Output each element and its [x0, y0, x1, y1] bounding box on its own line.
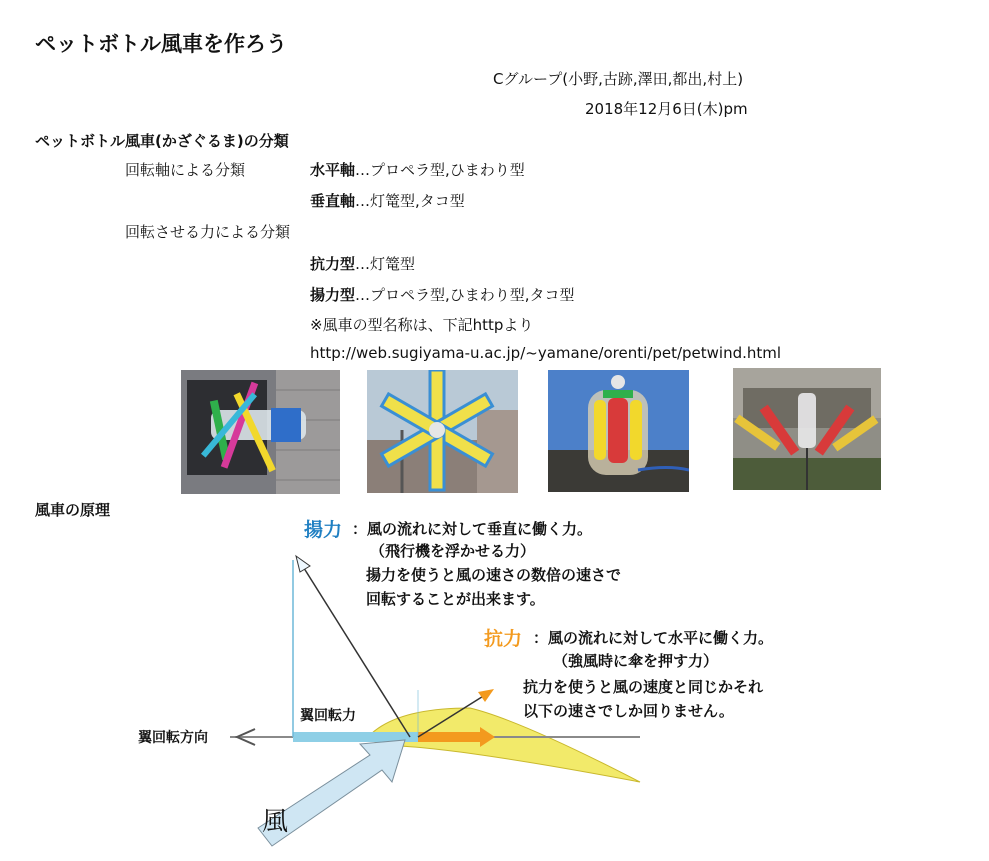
photo-octopus-windmill — [733, 368, 881, 490]
lift-type-row — [310, 284, 575, 305]
drag-line-1: ：風の流れに対して水平に働く力。 — [533, 629, 774, 647]
axis-classification-label: 回転軸による分類 — [125, 161, 246, 179]
vertical-axis-value: …灯篭型,タコ型 — [355, 192, 465, 210]
windmill-principle-diagram — [0, 510, 989, 861]
source-url[interactable]: http://web.sugiyama-u.ac.jp/~yamane/orenti/pet/petwind.html — [310, 344, 782, 362]
lift-line-2: （飛行機を浮かせる力） — [370, 542, 536, 560]
drag-title: 抗力 — [484, 628, 523, 650]
blade-force-label: 翼回転力 — [300, 708, 356, 724]
lift-line-1: ：風の流れに対して垂直に働く力。 — [352, 520, 593, 538]
page-title: ペットボトル風車を作ろう — [35, 32, 287, 56]
drag-line-2: （強風時に傘を押す力） — [553, 652, 719, 670]
source-note: ※風車の型名称は、下記httpより — [310, 316, 534, 334]
lift-type-key: 揚力型 — [310, 286, 356, 304]
drag-line-4: 以下の速さでしか回りません。 — [523, 702, 734, 720]
horizontal-axis-key: 水平軸 — [310, 161, 356, 179]
photo-lantern-windmill — [548, 370, 689, 492]
vertical-axis-row — [310, 190, 465, 211]
drag-line-3: 抗力を使うと風の速度と同じかそれ — [523, 678, 764, 696]
drag-type-row — [310, 253, 415, 274]
vertical-axis-key: 垂直軸 — [310, 192, 356, 210]
photo-pinwheel-windmill — [367, 370, 518, 493]
wind-label: 風 — [262, 807, 289, 837]
blade-direction-label: 翼回転方向 — [138, 730, 208, 746]
lift-title: 揚力 — [304, 519, 343, 541]
lift-line-4: 回転することが出来ます。 — [366, 590, 545, 608]
date: 2018年12月6日(木)pm — [585, 100, 748, 118]
lift-line-3: 揚力を使うと風の速さの数倍の速さで — [366, 566, 622, 584]
photo-propeller-windmill — [181, 370, 340, 494]
drag-force-arrow — [418, 732, 480, 742]
lift-type-value: …プロペラ型,ひまわり型,タコ型 — [355, 286, 575, 304]
horizontal-axis-row — [310, 159, 525, 180]
principle-heading: 風車の原理 — [35, 501, 111, 519]
drag-type-value: …灯篭型 — [355, 255, 416, 273]
force-classification-label: 回転させる力による分類 — [125, 223, 291, 241]
group-members: Cグループ(小野,古跡,澤田,都出,村上) — [493, 70, 744, 88]
horizontal-axis-value: …プロペラ型,ひまわり型 — [355, 161, 525, 179]
classification-heading: ペットボトル風車(かざぐるま)の分類 — [35, 132, 289, 150]
drag-type-key: 抗力型 — [310, 255, 356, 273]
